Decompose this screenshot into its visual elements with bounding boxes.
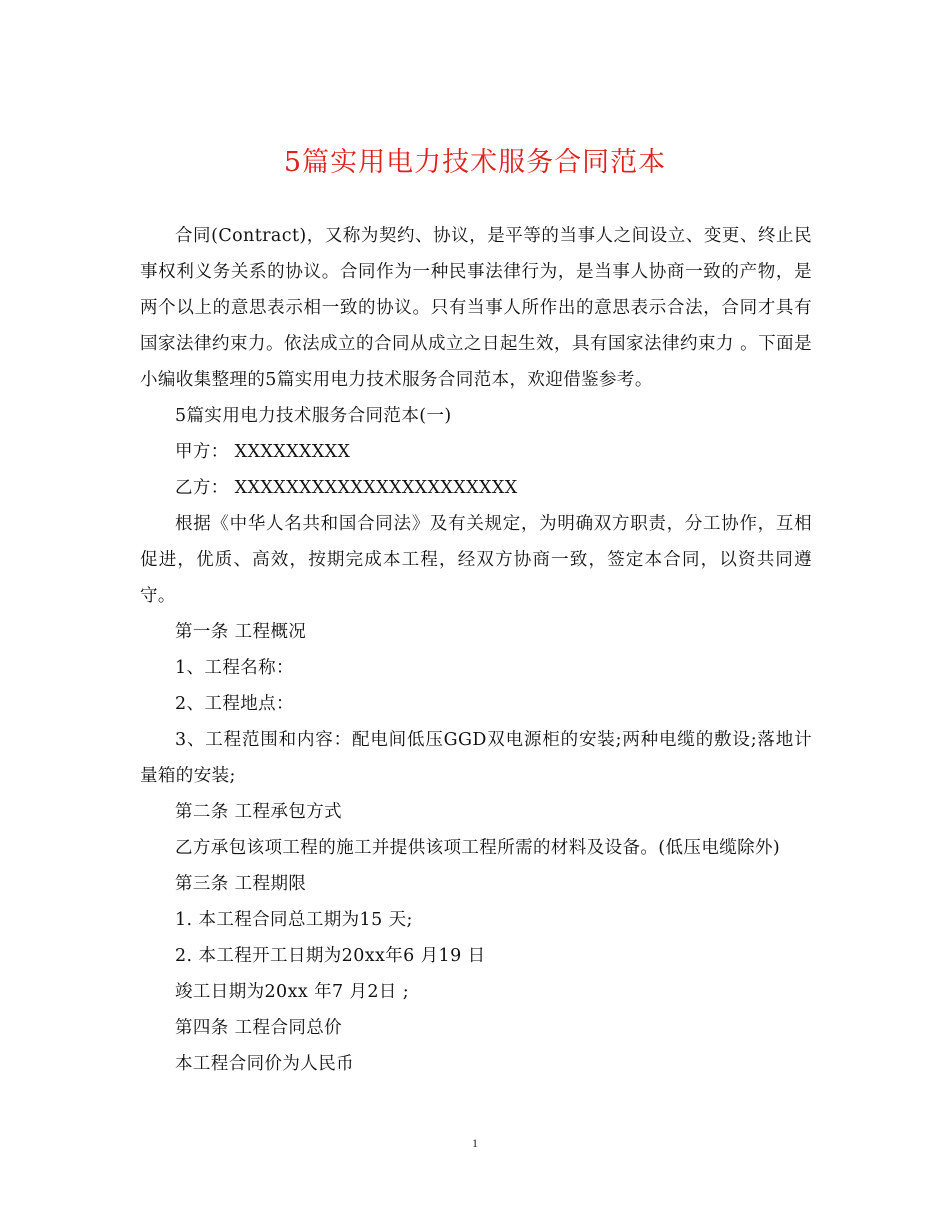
article-1-heading: 第一条 工程概况 <box>175 622 307 642</box>
article-4-heading: 第四条 工程合同总价 <box>175 1018 343 1038</box>
completion-date: 竣工日期为20xx 年7 月2日 ; <box>175 982 410 1002</box>
party-b: 乙方： XXXXXXXXXXXXXXXXXXXXXX <box>175 478 518 498</box>
party-a: 甲方： XXXXXXXXX <box>175 442 351 462</box>
contract-price: 本工程合同价为人民币 <box>175 1054 354 1074</box>
total-duration: 1. 本工程合同总工期为15 天; <box>175 910 413 930</box>
preamble-paragraph: 根据《中华人名共和国合同法》及有关规定，为明确双方职责，分工协作，互相促进，优质、高效，按期完成本工程，经双方协商一致，签定本合同，以资共同遵守。 <box>140 514 812 606</box>
start-date: 2. 本工程开工日期为20xx年6 月19 日 <box>175 946 486 966</box>
project-name: 1、工程名称： <box>175 658 294 678</box>
page-number: 1 <box>472 1136 478 1150</box>
project-scope: 3、工程范围和内容：配电间低压GGD双电源柜的安装;两种电缆的敷设;落地计量箱的安装; <box>140 730 812 786</box>
document-body <box>140 218 812 1082</box>
project-location: 2、工程地点： <box>175 694 294 714</box>
article-2-heading: 第二条 工程承包方式 <box>175 802 343 822</box>
contracting-method: 乙方承包该项工程的施工并提供该项工程所需的材料及设备。(低压电缆除外) <box>175 838 781 858</box>
contract-heading: 5篇实用电力技术服务合同范本(一) <box>175 406 452 426</box>
intro-paragraph: 合同(Contract)，又称为契约、协议，是平等的当事人之间设立、变更、终止民事权利义务关系的协议。合同作为一种民事法律行为，是当事人协商一致的产物，是两个以上的意思表示相一致的协议。只有当事人所作出的意思表示合法，合同才具有国家法律约束力。依法成立的合同从成立之日起生效，具有国家法律约束力 。下面是小编收集整理的5篇实用电力技术服务合同范本，欢迎借鉴参考。 <box>140 226 812 390</box>
page-title: 5篇实用电力技术服务合同范本 <box>283 147 667 178</box>
article-3-heading: 第三条 工程期限 <box>175 874 307 894</box>
